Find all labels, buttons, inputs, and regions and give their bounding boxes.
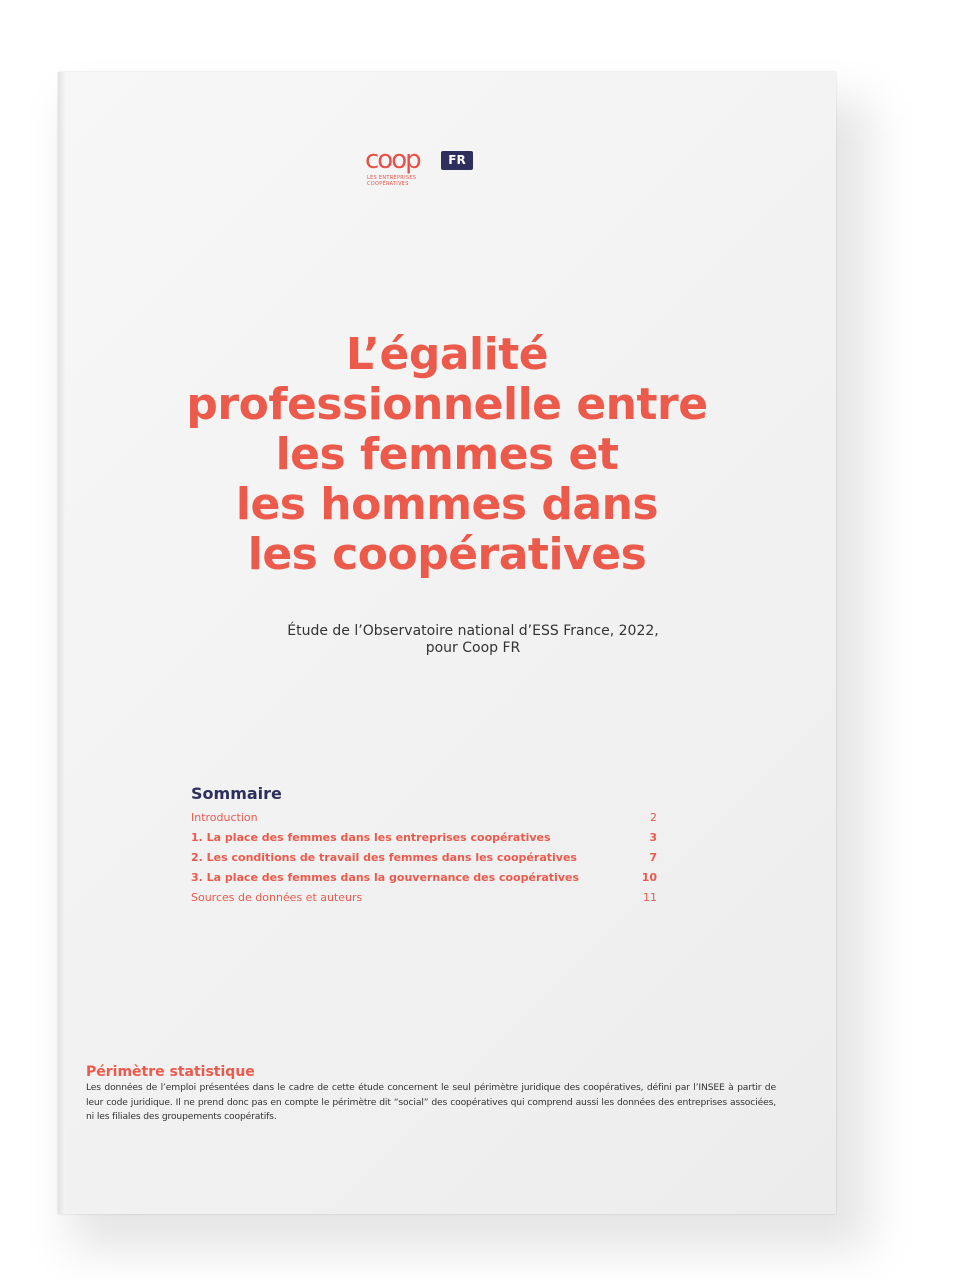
toc-item-introduction[interactable] (191, 808, 657, 828)
subtitle-line-1: Étude de l’Observatoire national d’ESS France, 2022, (287, 623, 659, 639)
toc-item-label: Introduction (191, 811, 258, 824)
table-of-contents (191, 784, 657, 908)
title-line-2: professionnelle entre (186, 379, 708, 430)
document-cover-page (58, 72, 836, 1214)
title-line-3: les femmes et (275, 429, 619, 480)
toc-item-page: 10 (641, 871, 657, 884)
subtitle-line-2: pour Coop FR (425, 640, 521, 656)
toc-item-label: 1. La place des femmes dans les entreprises coopératives (191, 831, 551, 844)
toc-item-sources[interactable] (191, 888, 657, 908)
toc-item-page: 7 (649, 851, 657, 864)
logo-tagline: LES ENTREPRISES COOPÉRATIVES (367, 175, 417, 187)
toc-item-chapter-3[interactable] (191, 868, 657, 888)
title-line-1: L’égalité (345, 329, 549, 380)
perimetre-heading: Périmètre statistique (86, 1064, 255, 1080)
coop-fr-logo (365, 147, 477, 193)
toc-item-page: 11 (643, 891, 657, 904)
toc-item-chapter-1[interactable] (191, 828, 657, 848)
title-line-5: les coopératives (247, 529, 647, 580)
toc-item-label: Sources de données et auteurs (191, 891, 363, 904)
logo-badge: FR (441, 151, 473, 170)
toc-item-label: 3. La place des femmes dans la gouvernance des coopératives (191, 871, 579, 884)
perimetre-text: Les données de l’emploi présentées dans le cadre de cette étude concernent le seul périmètre juridique des coopératives, défini par l’INSEE à partir de leur code juridique. Il ne prend donc pas en compte le périmètre dit “social” des coopératives qui comprend aussi les données des entreprises associées, ni les filiales des groupements coopératifs. (86, 1082, 776, 1122)
perimetre-section (86, 1064, 776, 1125)
toc-item-page: 2 (650, 811, 657, 824)
logo-word: coop (365, 145, 420, 175)
toc-item-chapter-2[interactable] (191, 848, 657, 868)
title-line-4: les hommes dans (235, 479, 659, 530)
toc-item-label: 2. Les conditions de travail des femmes dans les coopératives (191, 851, 577, 864)
toc-item-page: 3 (649, 831, 657, 844)
document-subtitle (158, 623, 788, 657)
document-title (88, 330, 806, 580)
toc-heading: Sommaire (191, 784, 282, 803)
page-binding-edge (58, 72, 65, 1214)
